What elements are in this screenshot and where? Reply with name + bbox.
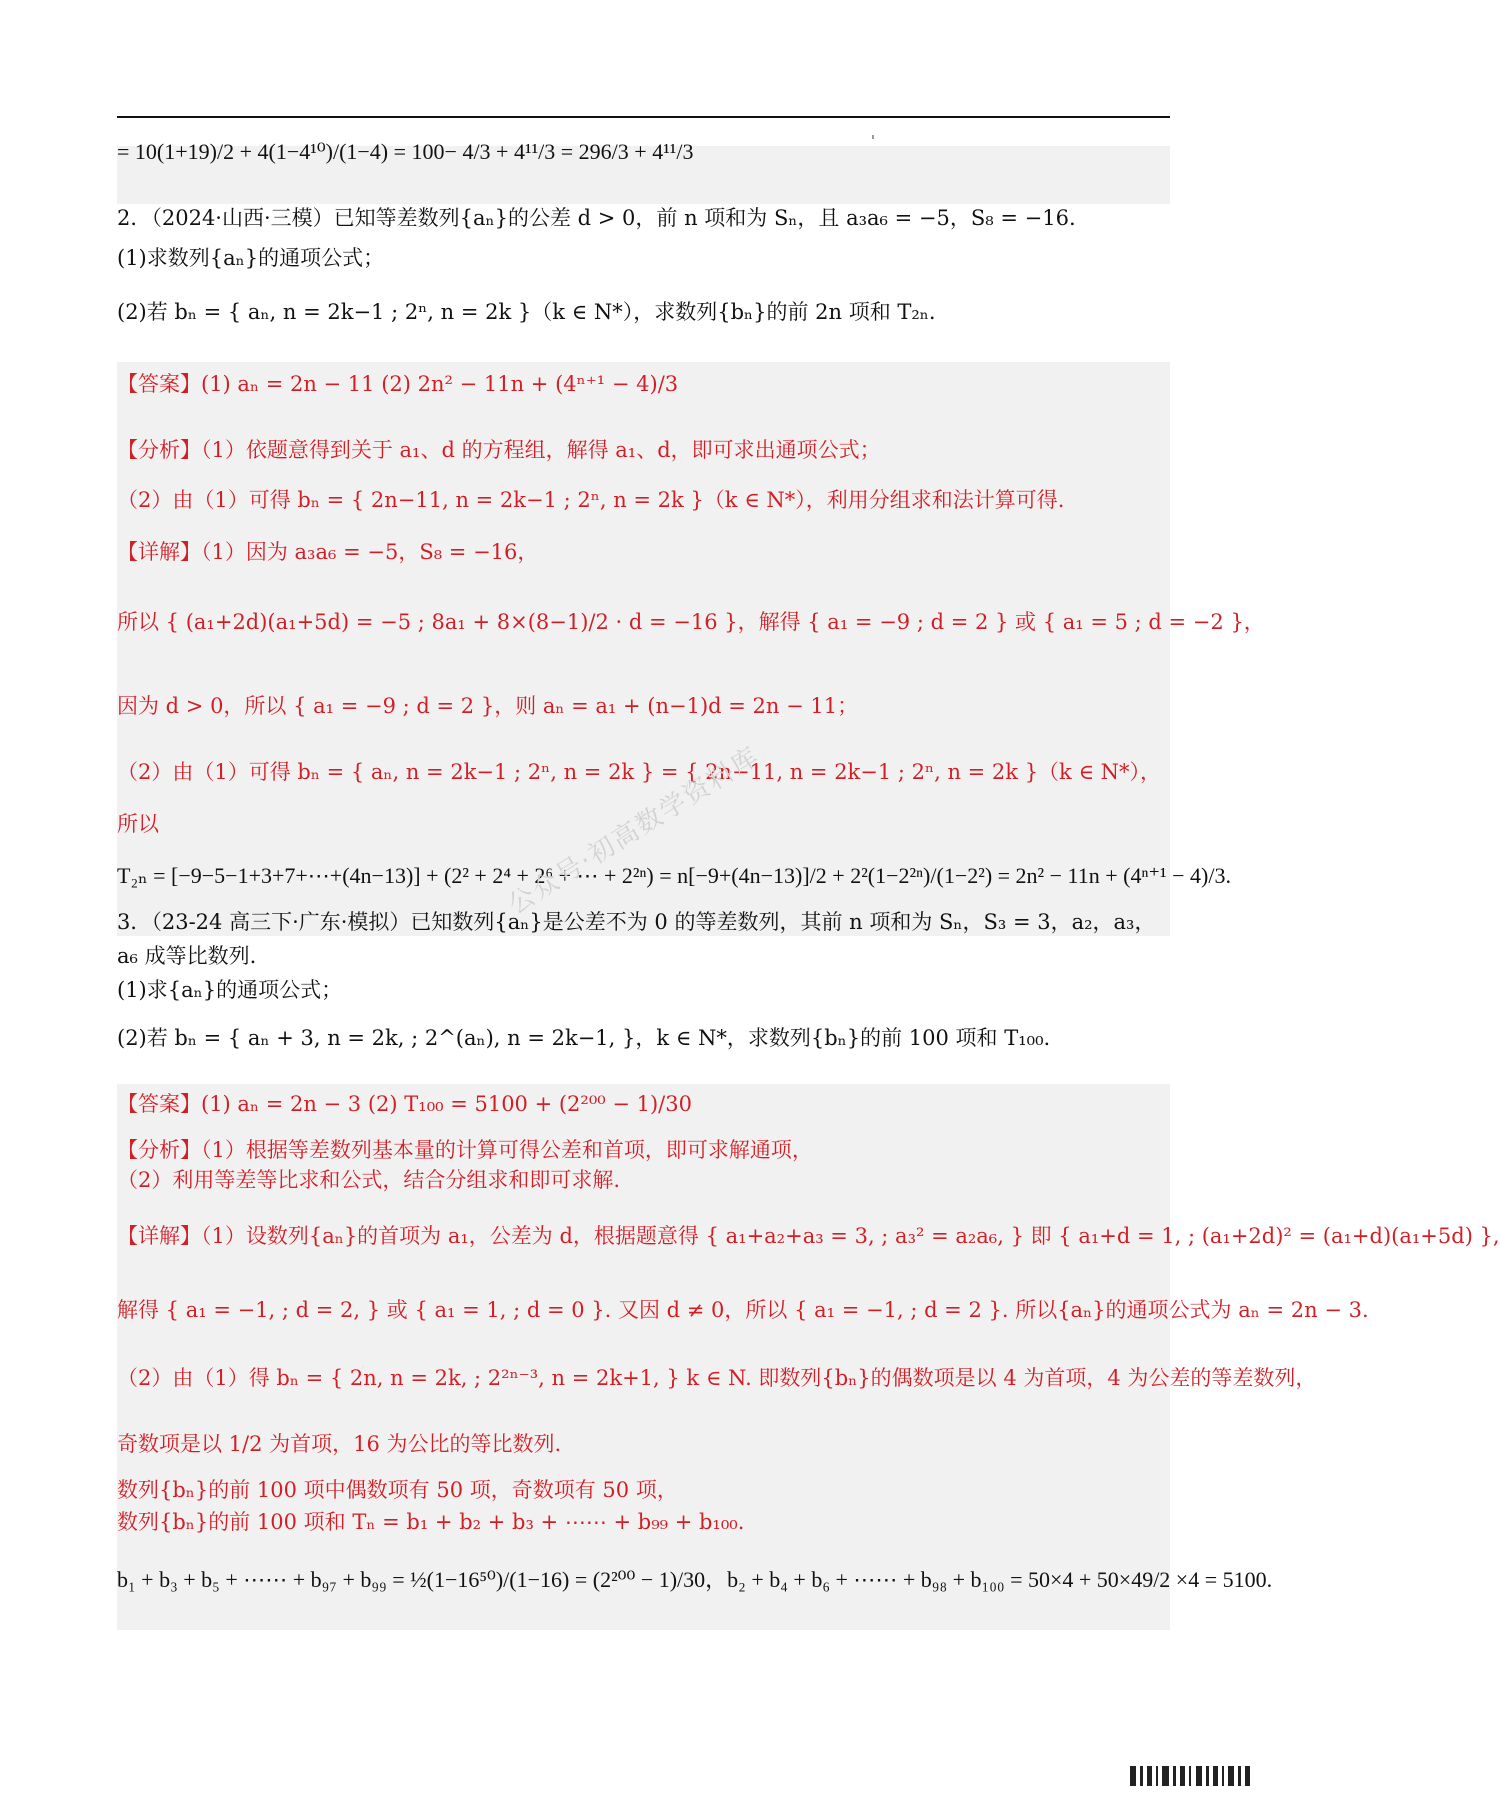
- text-line-l10: 因为 d > 0，所以 { a₁ = −9 ; d = 2 }，则 aₙ = a₁ + (n−1)d = 2n − 11；: [117, 694, 859, 718]
- text-line-l22: 解得 { a₁ = −1, ; d = 2, } 或 { a₁ = 1, ; d = 0 }. 又因 d ≠ 0，所以 { a₁ = −1, ; d = 2 }. 所以{aₙ}的通项公式为 aₙ = 2n − 3.: [117, 1298, 1369, 1322]
- text-line-l01: = 10(1+19)/2 + 4(1−4¹⁰)/(1−4) = 100− 4/3 + 4¹¹/3 = 296/3 + 4¹¹/3: [117, 139, 694, 164]
- text-line-l23: （2）由（1）得 bₙ = { 2n, n = 2k, ; 2²ⁿ⁻³, n = 2k+1, } k ∈ N. 即数列{bₙ}的偶数项是以 4 为首项，4 为公差的等差数列，: [117, 1366, 1317, 1390]
- text-line-l02: 2．（2024·山西·三模）已知等差数列{aₙ}的公差 d > 0，前 n 项和为 Sₙ，且 a₃a₆ = −5，S₈ = −16.: [117, 206, 1076, 230]
- text-line-l27: b₁ + b₃ + b₅ + ⋯⋯ + b₉₇ + b₉₉ = ½(1−16⁵⁰)/(1−16) = (2²⁰⁰ − 1)/30，b₂ + b₄ + b₆ + ⋯⋯ + b₉₈ + b₁₀₀ = 50×4 + 50×49/2 ×4 = 5100.: [117, 1567, 1273, 1592]
- watermark: 公众号·初高数学资料库: [503, 741, 766, 921]
- text-line-l14: 3．（23-24 高三下·广东·模拟）已知数列{aₙ}是公差不为 0 的等差数列，其前 n 项和为 Sₙ，S₃ = 3，a₂，a₃，: [117, 910, 1156, 934]
- text-line-l24: 奇数项是以 1/2 为首项，16 为公比的等比数列.: [117, 1432, 562, 1456]
- text-line-l13: T₂ₙ = [−9−5−1+3+7+⋯+(4n−13)] + (2² + 2⁴ + 2⁶ + ⋯ + 2²ⁿ) = n[−9+(4n−13)]/2 + 2²(1−2²ⁿ)/(1−2²) = 2n² − 11n + (4ⁿ⁺¹ − 4)/3.: [117, 863, 1231, 888]
- text-line-l03: (1)求数列{aₙ}的通项公式；: [117, 246, 385, 270]
- barcode-icon: [1130, 1762, 1260, 1790]
- text-line-l20: （2）利用等差等比求和公式，结合分组求和即可求解.: [117, 1168, 621, 1192]
- text-line-l19: 【分析】（1）根据等差数列基本量的计算可得公差和首项，即可求解通项，: [117, 1138, 813, 1162]
- text-line-l18: 【答案】(1) aₙ = 2n − 3 (2) T₁₀₀ = 5100 + (2²⁰⁰ − 1)/30: [117, 1092, 692, 1116]
- text-line-l06: 【分析】（1）依题意得到关于 a₁、d 的方程组，解得 a₁、d，即可求出通项公式；: [117, 438, 881, 462]
- text-line-l05: 【答案】(1) aₙ = 2n − 11 (2) 2n² − 11n + (4ⁿ⁺¹ − 4)/3: [117, 372, 679, 396]
- header-rule: [117, 116, 1170, 118]
- text-line-l12: 所以: [117, 812, 159, 836]
- text-line-l21: 【详解】（1）设数列{aₙ}的首项为 a₁，公差为 d，根据题意得 { a₁+a₂+a₃ = 3, ; a₃² = a₂a₆, } 即 { a₁+d = 1, ; (a₁+2d)² = (a₁+d)(a₁+5d) },: [117, 1224, 1500, 1248]
- text-line-l25: 数列{bₙ}的前 100 项中偶数项有 50 项，奇数项有 50 项，: [117, 1478, 678, 1502]
- text-line-l11: （2）由（1）可得 bₙ = { aₙ, n = 2k−1 ; 2ⁿ, n = 2k } = { 2n−11, n = 2k−1 ; 2ⁿ, n = 2k }（k ∈ N*），: [117, 760, 1162, 784]
- text-line-l08: 【详解】（1）因为 a₃a₆ = −5，S₈ = −16，: [117, 540, 539, 564]
- text-line-l04: (2)若 bₙ = { aₙ, n = 2k−1 ; 2ⁿ, n = 2k }（k ∈ N*），求数列{bₙ}的前 2n 项和 T₂ₙ.: [117, 300, 936, 324]
- text-line-l26: 数列{bₙ}的前 100 项和 Tₙ = b₁ + b₂ + b₃ + ⋯⋯ + b₉₉ + b₁₀₀.: [117, 1510, 745, 1534]
- text-line-l15: a₆ 成等比数列.: [117, 944, 257, 968]
- text-line-l07: （2）由（1）可得 bₙ = { 2n−11, n = 2k−1 ; 2ⁿ, n = 2k }（k ∈ N*），利用分组求和法计算可得.: [117, 488, 1065, 512]
- text-line-l17: (2)若 bₙ = { aₙ + 3, n = 2k, ; 2^(aₙ), n = 2k−1, }，k ∈ N*，求数列{bₙ}的前 100 项和 T₁₀₀.: [117, 1026, 1051, 1050]
- text-line-l09: 所以 { (a₁+2d)(a₁+5d) = −5 ; 8a₁ + 8×(8−1)/2 · d = −16 }，解得 { a₁ = −9 ; d = 2 } 或 { a₁ = 5 ; d = −2 }，: [117, 610, 1265, 634]
- text-line-l16: (1)求{aₙ}的通项公式；: [117, 978, 343, 1002]
